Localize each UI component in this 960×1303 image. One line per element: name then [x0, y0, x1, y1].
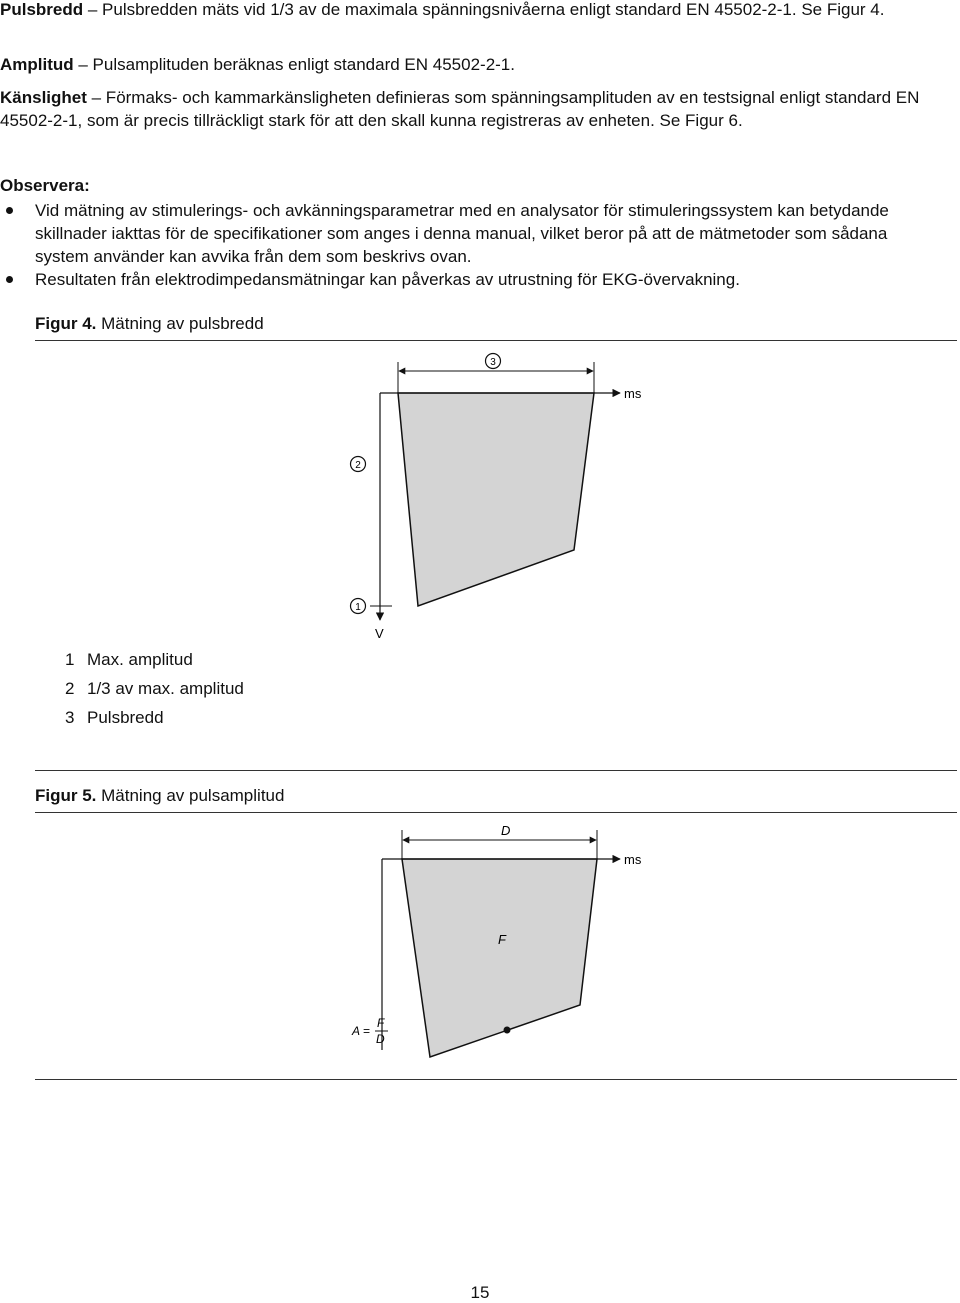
figure5-formula-denominator: D — [376, 1032, 385, 1046]
legend-num: 1 — [65, 650, 75, 669]
text-kanslighet: – Förmaks- och kammarkänsligheten definieras som spänningsamplituden av en testsignal enligt standard EN 45502-2-1, som är precis tillräckligt stark för att den skall kunna registreras av enheten. Se Figur 6. — [0, 88, 920, 130]
callout-1-icon — [351, 599, 366, 614]
figure5-title-text: Mätning av pulsamplitud — [96, 786, 285, 805]
figure5-ms-label: ms — [624, 852, 642, 867]
figure4-bottom-rule — [35, 770, 957, 771]
legend-item-3 — [65, 708, 164, 728]
text-pulsbredd: – Pulsbredden mäts vid 1/3 av de maximala spänningsnivåerna enligt standard EN 45502-2-1. Se Figur 4. — [83, 0, 885, 19]
figure5-pulse-shape — [402, 859, 597, 1057]
legend-text: 1/3 av max. amplitud — [87, 679, 244, 698]
figure5-formula-lhs: A = — [352, 1024, 370, 1038]
figure4-v-label: V — [375, 626, 384, 641]
callout-2-icon — [351, 457, 366, 472]
figure4-label: Figur 4. — [35, 314, 97, 333]
figure5-d-label: D — [501, 823, 511, 838]
text-amplitud: – Pulsamplituden beräknas enligt standard EN 45502-2-1. — [73, 55, 515, 74]
bullet-text: Vid mätning av stimulerings- och avkänningsparametrar med en analysator för stimuleringssystem kan betydande skillnader iakttas för de specifikationer som anges i denna manual, vilket beror på att de mätmetoder som sådana system använder kan avvika från dem som beskrivs ovan. — [35, 201, 889, 266]
figure4-ms-label: ms — [624, 386, 642, 401]
figure4-diagram — [351, 354, 642, 642]
legend-num: 3 — [65, 708, 75, 727]
term-amplitud: Amplitud — [0, 55, 74, 74]
legend-text: Pulsbredd — [87, 708, 164, 727]
figure5-top-rule — [35, 812, 957, 813]
legend-item-1 — [65, 650, 193, 670]
legend-num: 2 — [65, 679, 75, 698]
figure5-title — [35, 786, 284, 806]
figure4-pulse-shape — [398, 393, 594, 606]
term-kanslighet: Känslighet — [0, 88, 87, 107]
figure5-point — [504, 1027, 511, 1034]
term-pulsbredd: Pulsbredd — [0, 0, 84, 19]
svg-text:2: 2 — [355, 460, 361, 471]
legend-text: Max. amplitud — [87, 650, 193, 669]
figure5-f-label: F — [498, 932, 506, 947]
figure4-title-text: Mätning av pulsbredd — [96, 314, 264, 333]
figure5-label: Figur 5. — [35, 786, 97, 805]
figure5-formula-numerator: F — [377, 1016, 385, 1030]
svg-text:3: 3 — [490, 357, 496, 368]
svg-text:1: 1 — [355, 602, 361, 613]
bullet-text: Resultaten från elektrodimpedansmätningar kan påverkas av utrustning för EKG-övervakning. — [35, 270, 740, 289]
legend-item-2 — [65, 679, 244, 699]
page-number: 15 — [470, 1283, 490, 1302]
figure5-bottom-rule — [35, 1079, 957, 1080]
figure5-diagram — [351, 823, 642, 1057]
callout-3-icon — [486, 354, 501, 369]
observera-title: Observera: — [0, 176, 90, 195]
